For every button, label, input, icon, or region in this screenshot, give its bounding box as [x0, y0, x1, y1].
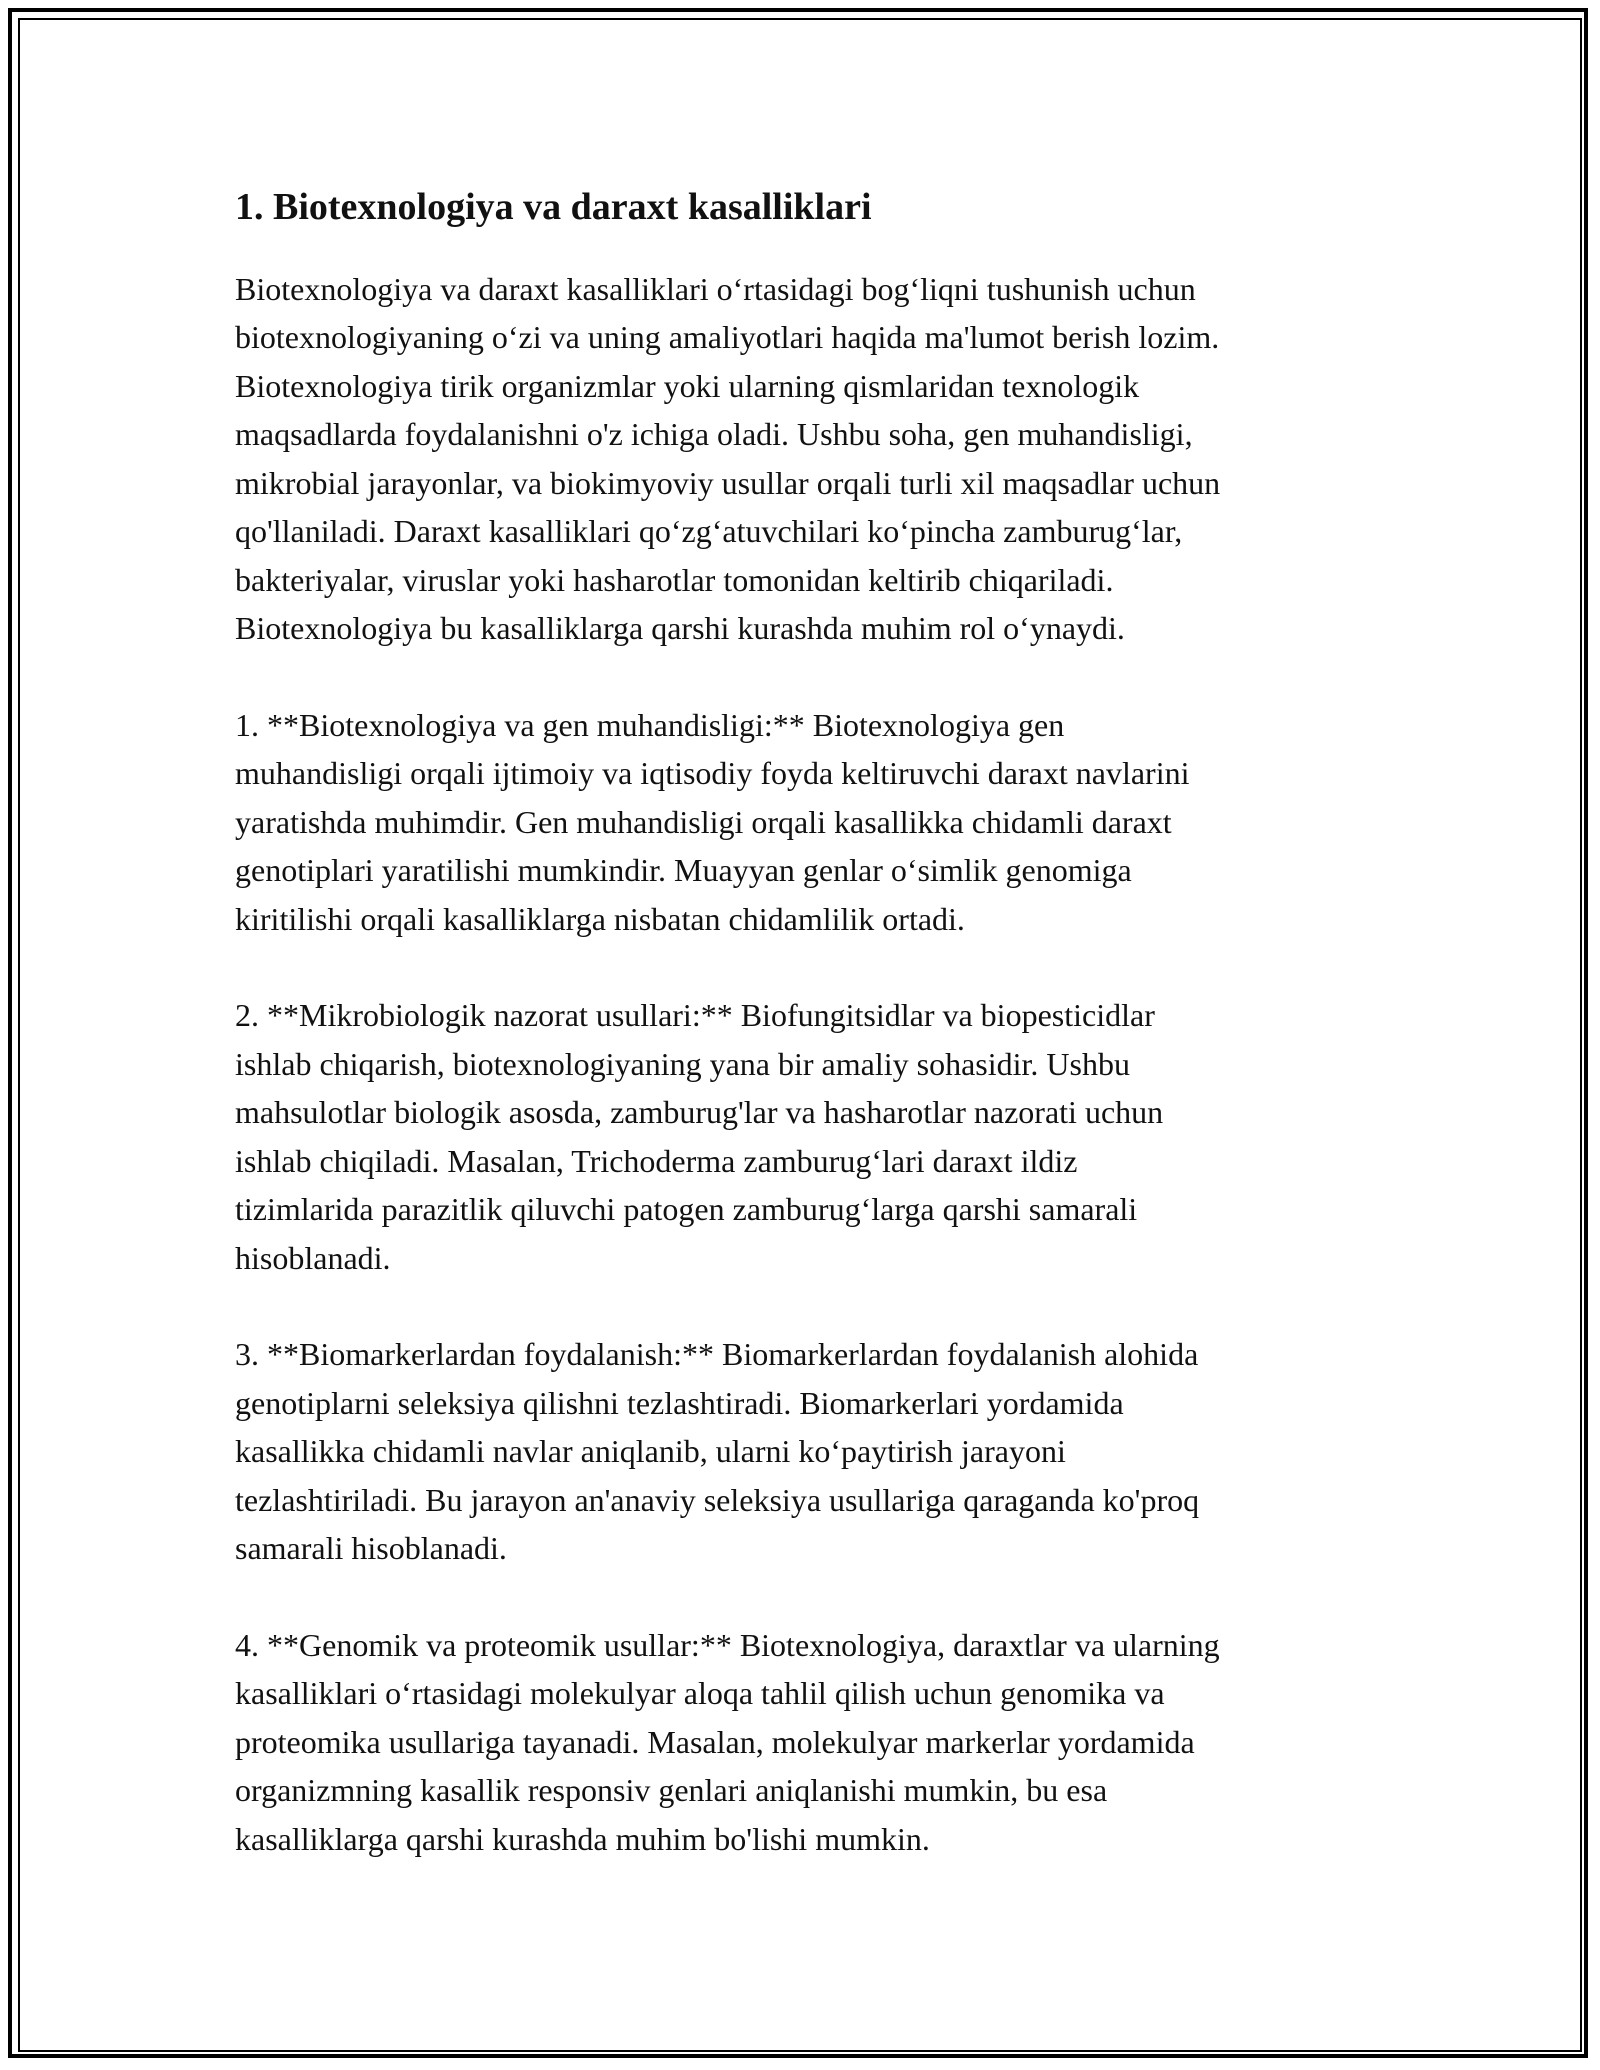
- document-title: 1. Biotexnologiya va daraxt kasalliklari: [235, 186, 872, 228]
- section-4-paragraph: 4. **Genomik va proteomik usullar:** Biotexnologiya, daraxtlar va ularning kasalliklari o‘rtasidagi molekulyar aloqa tahlil qilish uchun genomika va proteomika usullariga tayanadi. Masalan, molekulyar markerlar yordamida organizmning kasallik responsiv genlari aniqlanishi mumkin, bu esa kasalliklarga qarshi kurashda muhim bo'lishi mumkin.: [235, 1626, 1220, 1857]
- section-3-paragraph: 3. **Biomarkerlardan foydalanish:** Biomarkerlardan foydalanish alohida genotiplarni seleksiya qilishni tezlashtiradi. Biomarkerlari yordamida kasallikka chidamli navlar aniqlanib, ularni ko‘paytirish jarayoni tezlashtiriladi. Bu jarayon an'anaviy seleksiya usullariga qaraganda ko'proq samarali hisoblanadi.: [235, 1336, 1200, 1567]
- section-1-paragraph: 1. **Biotexnologiya va gen muhandisligi:** Biotexnologiya gen muhandisligi orqali ijtimoiy va iqtisodiy foyda keltiruvchi daraxt navlarini yaratishda muhimdir. Gen muhandisligi orqali kasallikka chidamli daraxt genotiplari yaratilishi mumkindir. Muayyan genlar o‘simlik genomiga kiritilishi orqali kasalliklarga nisbatan chidamlilik ortadi.: [235, 706, 1190, 937]
- intro-paragraph: Biotexnologiya va daraxt kasalliklari o‘rtasidagi bog‘liqni tushunish uchun biotexnologiyaning o‘zi va uning amaliyotlari haqida ma'lumot berish lozim. Biotexnologiya tirik organizmlar yoki ularning qismlaridan texnologik maqsadlarda foydalanishni o'z ichiga oladi. Ushbu soha, gen muhandisligi, mikrobial jarayonlar, va biokimyoviy usullar orqali turli xil maqsadlar uchun qo'llaniladi. Daraxt kasalliklari qo‘zg‘atuvchilari ko‘pincha zamburug‘lar, bakteriyalar, viruslar yoki hasharotlar tomonidan keltirib chiqariladi. Biotexnologiya bu kasalliklarga qarshi kurashda muhim rol o‘ynaydi.: [235, 270, 1221, 647]
- section-2-paragraph: 2. **Mikrobiologik nazorat usullari:** Biofungitsidlar va biopesticidlar ishlab chiqarish, biotexnologiyaning yana bir amaliy sohasidir. Ushbu mahsulotlar biologik asosda, zamburug'lar va hasharotlar nazorati uchun ishlab chiqiladi. Masalan, Trichoderma zamburug‘lari daraxt ildiz tizimlarida parazitlik qiluvchi patogen zamburug‘larga qarshi samarali hisoblanadi.: [235, 997, 1164, 1276]
- document-body: [235, 185, 1385, 1911]
